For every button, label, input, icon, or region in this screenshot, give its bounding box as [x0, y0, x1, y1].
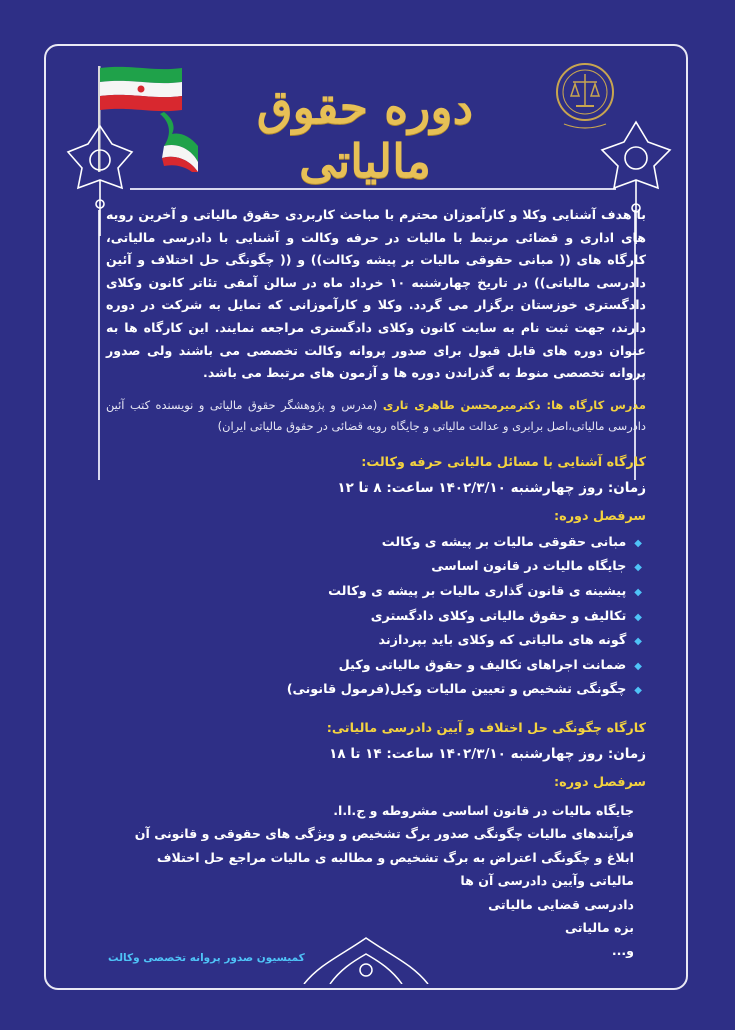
list-item: فرآیندهای مالیات چگونگی صدور برگ تشخیص و ویژگی های حقوقی و قانونی آن — [134, 826, 634, 842]
list-item: ابلاغ و چگونگی اعتراض به برگ تشخیص و مطالبه ی مالیات مراجع حل اختلاف — [156, 849, 634, 865]
bullet-icon: ◆ — [634, 611, 642, 623]
intro-paragraph: با هدف آشنایی وکلا و کارآموزان محترم با مباحث کاربردی حقوق مالیاتی و آخرین رویه های اداری و قضائی مرتبط با مالیات در حرفه وکالت و آشنایی با دادرسی مالیاتی، کارگاه های (( مبانی حقوقی مالیات بر پیشه وکالت)) و (( چگونگی حل اختلاف و آئین دادرسی مالیاتی)) در تاریخ چهارشنبه ۱۰ خرداد ماه در سالن آمفی تئاتر کانون وکلای دادگستری خوزستان برگزار می گردد. وکلا و کارآموزانی که تمایل به شرکت در دوره دارند، جهت ثبت نام به سایت کانون وکلای دادگستری مراجعه نمایند. این کارگاه ها به عنوان دوره های قابل قبول برای صدور پروانه وکالت تخصصی می باشند ولی صدور پروانه تخصصی منوط به گذراندن دوره ها و آزمون های مرتبط می باشد. — [106, 207, 647, 381]
list-item: ◆پیشینه ی قانون گذاری مالیات بر پیشه ی وکالت — [328, 583, 642, 599]
left-rule — [98, 210, 100, 480]
workshop1-section-label: سرفصل دوره: — [554, 508, 646, 524]
instructor-bio: (مدرس و پژوهشگر حقوق مالیاتی و نویسنده کتب آئین دادرسی مالیاتی،اصل برابری و عدالت مالیاتی و جایگاه رویه قضائی در حقوق مالیاتی ایران) — [106, 397, 646, 433]
workshop2-time: زمان: روز چهارشنبه ۱۴۰۲/۳/۱۰ ساعت: ۱۴ تا ۱۸ — [329, 745, 646, 762]
list-item: ◆گونه های مالیاتی که وکلای باید بپردازند — [378, 633, 642, 649]
page-title: دوره حقوق مالیاتی — [256, 80, 474, 188]
bullet-icon: ◆ — [634, 660, 642, 672]
workshop2-title: کارگاه چگونگی حل اختلاف و آیین دادرسی مالیاتی: — [326, 720, 646, 736]
list-item: ◆چگونگی تشخیص و تعیین مالیات وکیل(فرمول قانونی) — [286, 682, 642, 698]
instructor-name: مدرس کارگاه ها: دکترمیرمحسن طاهری تاری — [382, 397, 646, 412]
workshop1-topics — [106, 531, 646, 703]
bullet-icon: ◆ — [634, 586, 642, 598]
list-item: و... — [611, 943, 634, 959]
list-item: جایگاه مالیات در قانون اساسی مشروطه و ج.ا.ا. — [333, 802, 634, 818]
bullet-icon: ◆ — [634, 537, 642, 549]
workshop1-time: زمان: روز چهارشنبه ۱۴۰۲/۳/۱۰ ساعت: ۸ تا ۱۲ — [337, 479, 646, 496]
list-item: ◆ضمانت اجراهای تکالیف و حقوق مالیاتی وکیل — [338, 657, 642, 673]
main-content — [106, 204, 646, 963]
list-item: ◆جایگاه مالیات در قانون اساسی — [431, 559, 642, 575]
list-item: دادرسی قضایی مالیاتی — [488, 896, 634, 912]
list-item: مالیاتی وآیین دادرسی آن ها — [460, 873, 634, 889]
bottom-arabesque-ornament — [300, 934, 432, 984]
bullet-icon: ◆ — [634, 562, 642, 574]
footer-commission: کمیسیون صدور پروانه تخصصی وکالت — [108, 952, 305, 964]
list-item: ◆مبانی حقوقی مالیات بر پیشه ی وکالت — [381, 534, 642, 550]
bullet-icon: ◆ — [634, 685, 642, 697]
list-item: ◆تکالیف و حقوق مالیاتی وکلای دادگستری — [370, 608, 642, 624]
workshop1-title: کارگاه آشنایی با مسائل مالیاتی حرفه وکالت: — [361, 454, 646, 470]
workshop2-section-label: سرفصل دوره: — [554, 774, 646, 790]
list-item: بزه مالیاتی — [565, 919, 634, 935]
header-divider — [130, 188, 616, 190]
bullet-icon: ◆ — [634, 636, 642, 648]
instructor-block — [106, 395, 646, 437]
